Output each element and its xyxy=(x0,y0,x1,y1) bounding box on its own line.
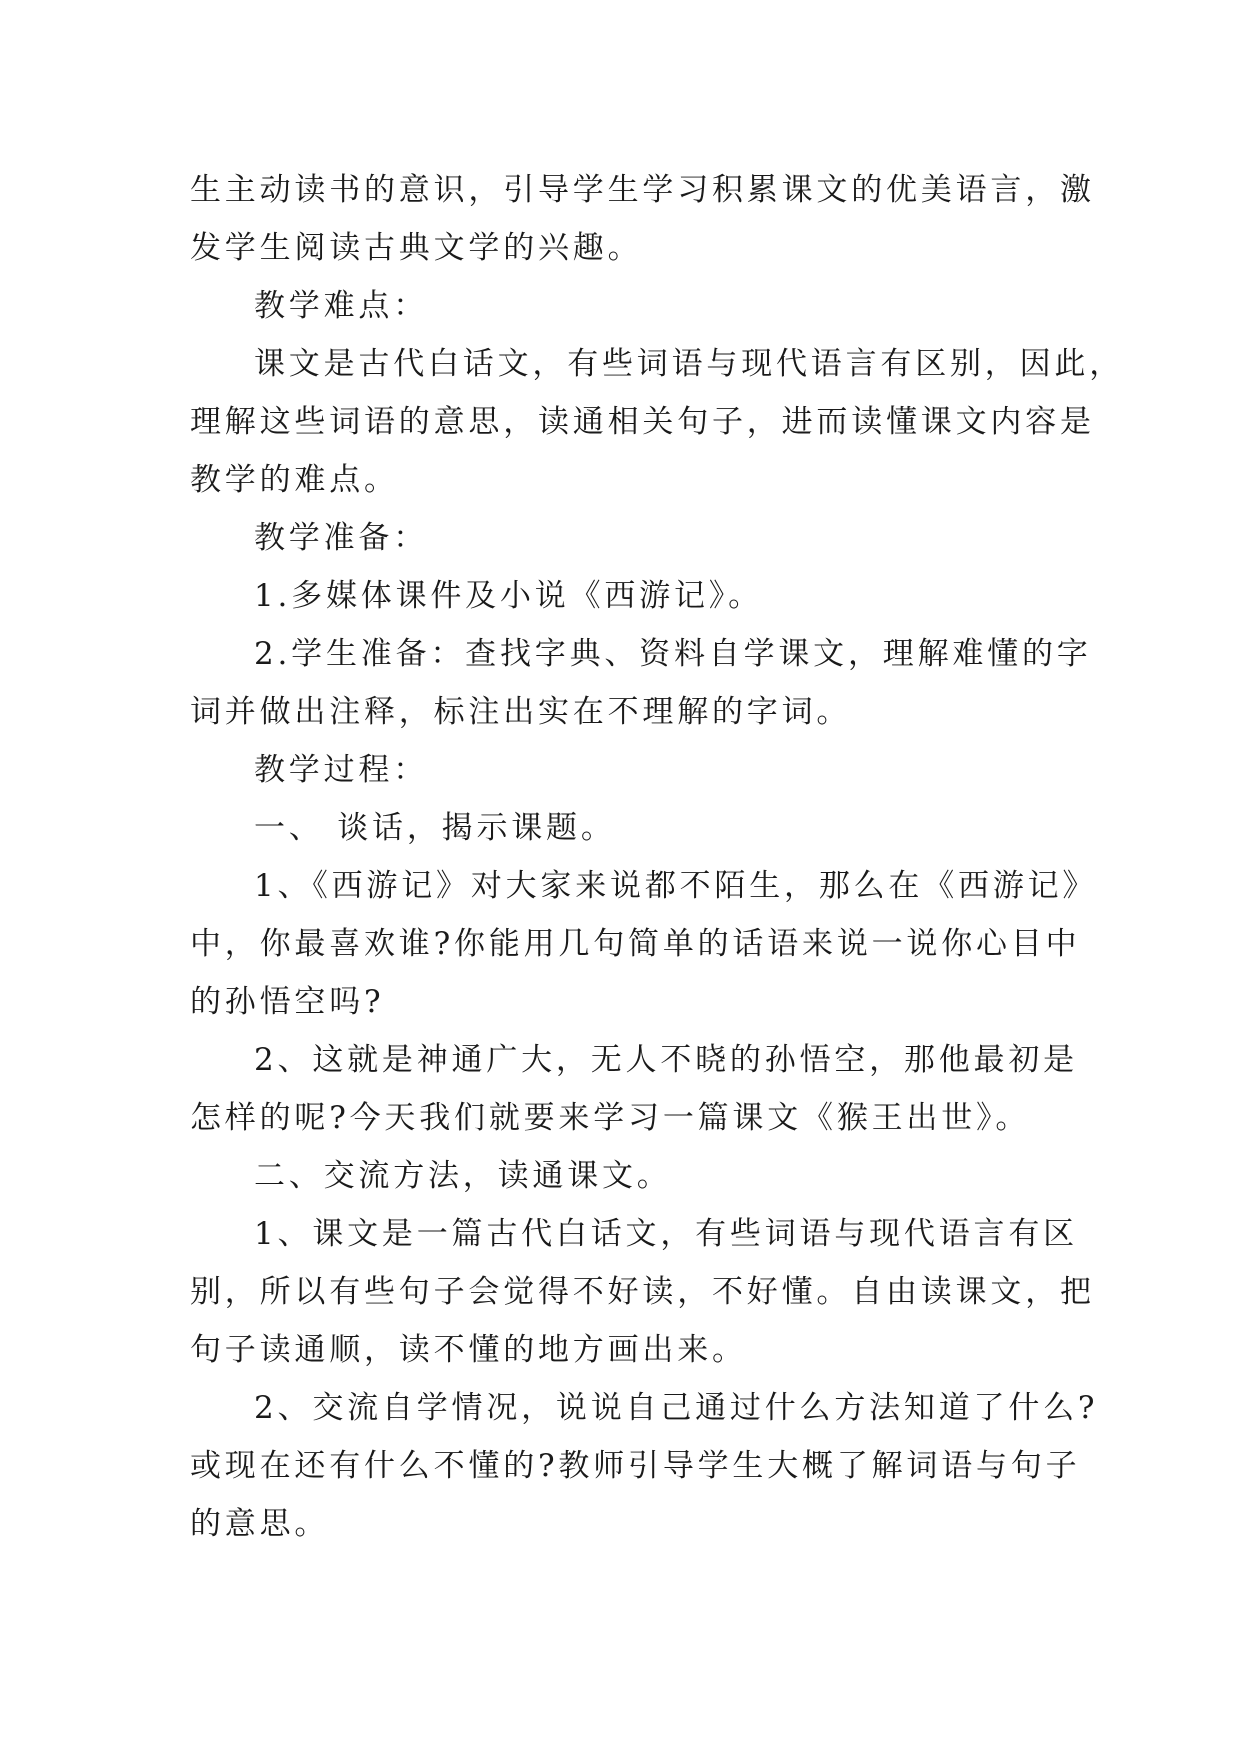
text-line: 词并做出注释，标注出实在不理解的字词。 xyxy=(190,694,852,730)
subsection-heading: 二、交流方法，读通课文。 xyxy=(254,1158,672,1194)
list-item: 1、《西游记》对大家来说都不陌生，那么在《西游记》 xyxy=(254,868,1098,904)
list-item: 1、课文是一篇古代白话文，有些词语与现代语言有区 xyxy=(254,1216,1078,1252)
text-line: 的孙悟空吗? xyxy=(190,984,385,1020)
text-line: 课文是古代白话文，有些词语与现代语言有区别，因此， xyxy=(254,346,1124,382)
section-heading-preparation: 教学准备： xyxy=(254,520,428,556)
text-line: 句子读通顺，读不懂的地方画出来。 xyxy=(190,1332,747,1368)
text-line: 别，所以有些句子会觉得不好读，不好懂。自由读课文，把 xyxy=(190,1274,1095,1310)
text-line: 发学生阅读古典文学的兴趣。 xyxy=(190,230,643,266)
text-line: 的意思。 xyxy=(190,1506,330,1542)
text-line: 教学的难点。 xyxy=(190,462,399,498)
text-line: 或现在还有什么不懂的?教师引导学生大概了解词语与句子 xyxy=(190,1448,1081,1484)
list-item: 2、这就是神通广大，无人不晓的孙悟空，那他最初是 xyxy=(254,1042,1078,1078)
text-line: 理解这些词语的意思，读通相关句子，进而读懂课文内容是 xyxy=(190,404,1095,440)
section-heading-difficulties: 教学难点： xyxy=(254,288,428,324)
text-line: 中，你最喜欢谁?你能用几句简单的话语来说一说你心目中 xyxy=(190,926,1081,962)
text-line: 生主动读书的意识，引导学生学习积累课文的优美语言，激 xyxy=(190,172,1095,208)
list-item: 2.学生准备：查找字典、资料自学课文，理解难懂的字 xyxy=(254,636,1092,672)
section-heading-process: 教学过程： xyxy=(254,752,428,788)
text-line: 怎样的呢?今天我们就要来学习一篇课文《猴王出世》。 xyxy=(190,1100,1031,1136)
list-item: 2、交流自学情况，说说自己通过什么方法知道了什么? xyxy=(254,1390,1099,1426)
subsection-heading: 一、 谈话，揭示课题。 xyxy=(254,810,616,846)
document-body xyxy=(190,161,1124,1553)
list-item: 1.多媒体课件及小说《西游记》。 xyxy=(254,578,763,614)
